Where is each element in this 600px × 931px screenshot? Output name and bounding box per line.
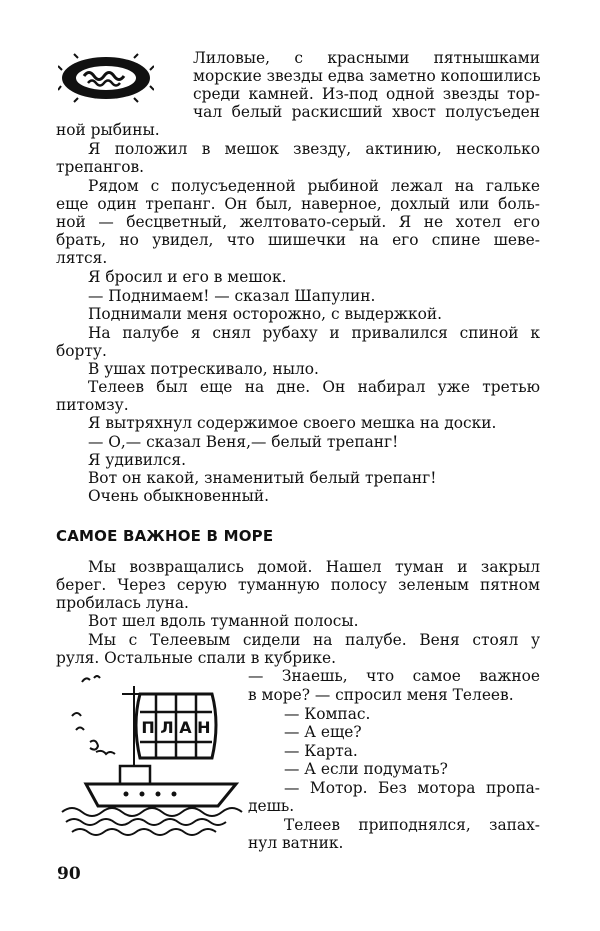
text-line: питомзу. (56, 396, 129, 414)
text-line: трепангов. (56, 158, 145, 176)
page-number: 90 (57, 864, 81, 884)
text-line: — Компас. (284, 705, 371, 723)
text-line: лятся. (56, 249, 108, 267)
ship-illustration (56, 672, 246, 838)
text-line: Лиловые, с красными пятнышками (193, 49, 540, 67)
text-line: — О,— сказал Веня,— белый трепанг! (88, 433, 399, 451)
text-line: — Карта. (284, 742, 358, 760)
text-line: берег. Через серую туманную полосу зеленым пятном (56, 576, 540, 594)
text-line: Я вытряхнул содержимое своего мешка на доски. (88, 414, 497, 432)
text-line: ной — бесцветный, желтовато-серый. Я не хотел его (56, 213, 540, 231)
text-line: борту. (56, 342, 107, 360)
text-line: в море? — спросил меня Телеев. (248, 686, 514, 704)
text-line: среди камней. Из-под одной звезды тор- (193, 85, 540, 103)
text-line: Я бросил и его в мешок. (88, 268, 287, 286)
text-line: пробилась луна. (56, 594, 189, 612)
text-line: — Знаешь, что самое важное (248, 667, 540, 685)
text-line: Телеев приподнялся, запах- (284, 816, 540, 834)
barrel-label: П Л А Н (141, 718, 211, 737)
text-line: В ушах потрескивало, ныло. (88, 360, 319, 378)
text-line: Вот шел вдоль туманной полосы. (88, 612, 359, 630)
section-heading: САМОЕ ВАЖНОЕ В МОРЕ (56, 527, 274, 545)
text-line: ной рыбины. (56, 121, 160, 139)
text-line: нул ватник. (248, 834, 344, 852)
text-line: руля. Остальные спали в кубрике. (56, 649, 336, 667)
text-line: морские звезды едва заметно копошились (193, 67, 541, 85)
text-line: Очень обыкновенный. (88, 487, 270, 505)
starfish-illustration (58, 52, 154, 104)
text-line: Вот он какой, знаменитый белый трепанг! (88, 469, 437, 487)
text-line: — А если подумать? (284, 760, 448, 778)
text-line: На палубе я снял рубаху и привалился спиной к (88, 324, 540, 342)
text-line: Я положил в мешок звезду, актинию, несколько (88, 140, 540, 158)
text-line: Мы возвращались домой. Нашел туман и закрыл (88, 558, 540, 576)
text-line: чал белый раскисший хвост полусъеден (193, 103, 540, 121)
text-line: — А еще? (284, 723, 362, 741)
text-line: Рядом с полусъеденной рыбиной лежал на гальке (88, 177, 540, 195)
text-line: еще один трепанг. Он был, наверное, дохлый или боль- (56, 195, 540, 213)
text-line: брать, но увидел, что шишечки на его спине шеве- (56, 231, 540, 249)
text-line: Телеев был еще на дне. Он набирал уже третью (88, 378, 540, 396)
text-line: Поднимали меня осторожно, с выдержкой. (88, 305, 442, 323)
text-line: дешь. (248, 797, 295, 815)
text-line: Я удивился. (88, 451, 187, 469)
text-line: — Поднимаем! — сказал Шапулин. (88, 287, 376, 305)
text-line: Мы с Телеевым сидели на палубе. Веня стоял у (88, 631, 540, 649)
text-line: — Мотор. Без мотора пропа- (284, 779, 540, 797)
